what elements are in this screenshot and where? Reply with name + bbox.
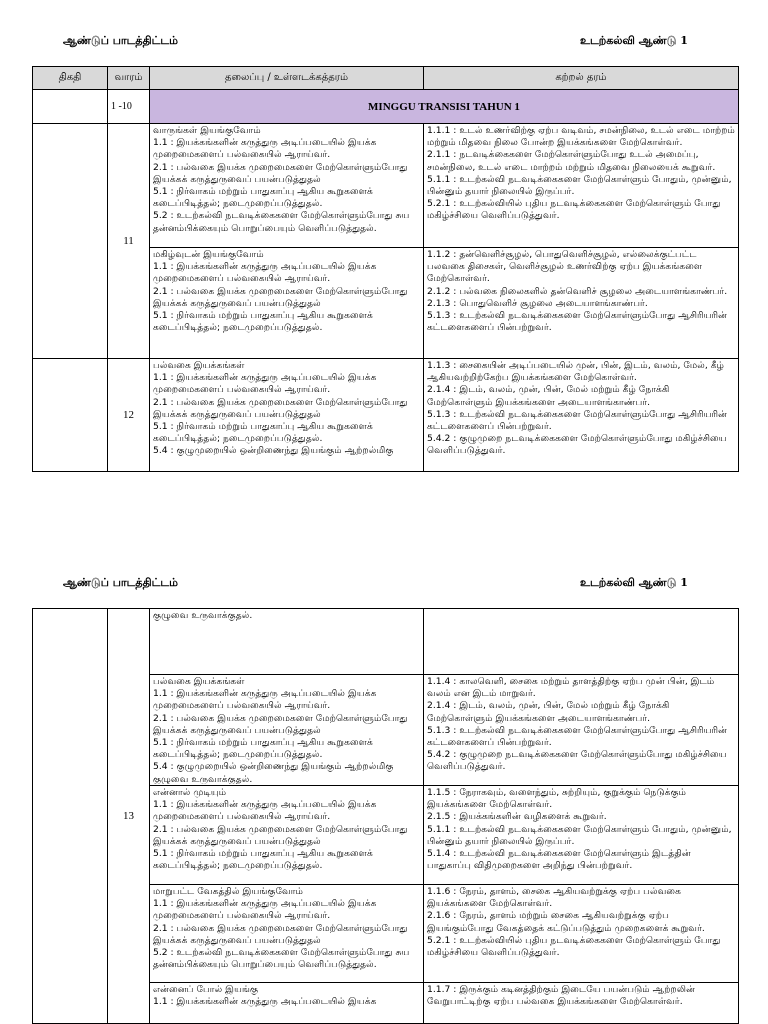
date-cell <box>33 359 108 472</box>
table-row <box>33 359 739 472</box>
plan-title: ஆண்டுப் பாடத்திட்டம் <box>63 576 178 589</box>
topic-cell: என்னால் முடியும் 1.1 : இயக்கங்களின் கருத்துரு அடிப்படையில் இயக்க முறைமைகளைப் பல்வகையில் ஆராய்வர். 2.1 : பல்வகை இயக்க முறைமைகளை மேற்கொள்ளும்போது இயக்கக் கருத்துருவைப் பயன்படுத்துதல் 5.1 : நிர்வாகம் மற்றும் பாதுகாப்பு ஆகிய கூறுகளைக் கடைப்பிடித்தல்; நடைமுறைப்படுத்துதல். <box>150 786 424 885</box>
col-topic: தலைப்பு / உள்ளடக்கத்தரம் <box>150 67 424 90</box>
standard-cell: 1.1.6 : நேரம், தாளம், சைகை ஆகியவற்றுக்கு ஏற்ப பல்வகை இயக்கங்களை மேற்கொள்வர். 2.1.6 : நேரம், தாளம் மற்றும் சைகை ஆகியவற்றுக்கு ஏற்ப இயங்கும்போது வேகத்தைக் கட்டுப்படுத்தும் முறைகளைக் கூறுவர். 5.2.1 : உடற்கல்வியில் புதிய நடவடிக்கைகளை மேற்கொள்ளும் போது மகிழ்ச்சியை வெளிப்படுத்துவர். <box>424 885 739 983</box>
date-cell <box>33 609 108 1024</box>
topic-cell: என்னைப் போல் இயங்கு 1.1 : இயக்கங்களின் கருத்துரு அடிப்படையில் இயக்க <box>150 983 424 1024</box>
week-cell: 12 <box>108 359 150 472</box>
topic-cell: பல்வகை இயக்கங்கள் 1.1 : இயக்கங்களின் கருத்துரு அடிப்படையில் இயக்க முறைமைகளைப் பல்வகையில் ஆராய்வர். 2.1 : பல்வகை இயக்க முறைமைகளை மேற்கொள்ளும்போது இயக்கக் கருத்துருவைப் பயன்படுத்துதல் 5.1 : நிர்வாகம் மற்றும் பாதுகாப்பு ஆகிய கூறுகளைக் கடைப்பிடித்தல்; நடைமுறைப்படுத்துதல். 5.4 : குழுமுறையில் ஒன்றிணைந்து இயங்கும் ஆற்றல்மிகு <box>150 359 424 472</box>
standard-cell: 1.1.3 : சைகையின் அடிப்படையில் முன், பின், இடம், வலம், மேல், கீழ் ஆகியவற்றிற்கேற்ப இயக்கங்களை மேற்கொள்வர். 2.1.4 : இடம், வலம், முன், பின், மேல் மற்றும் கீழ் நோக்கி மேற்கொள்ளும் இயக்கங்களை அடையாளங்காண்பர். 5.1.3 : உடற்கல்வி நடவடிக்கைகளை மேற்கொள்ளும்போது ஆசிரியரின் கட்டளைகளைப் பின்பற்றுவர். 5.4.2 : குழுமுறை நடவடிக்கைகளை மேற்கொள்ளும்போது மகிழ்ச்சியை வெளிப்படுத்துவர். <box>424 359 739 472</box>
standard-cell: 1.1.7 : இருக்கும் கடினத்திற்கும் இடையே பயன்படும் ஆற்றலின் வேறுபாட்டிற்கு ஏற்ப பல்வகை இயக்கங்களை மேற்கொள்வர். <box>424 983 739 1024</box>
topic-cell: வாருங்கள் இயங்குவோம் 1.1 : இயக்கங்களின் கருத்துரு அடிப்படையில் இயக்க முறைமைகளைப் பல்வகையில் ஆராய்வர். 2.1 : பல்வகை இயக்க முறைமைகளை மேற்கொள்ளும்போது இயக்கக் கருத்துருவைப் பயன்படுத்துதல் 5.1 : நிர்வாகம் மற்றும் பாதுகாப்பு ஆகிய கூறுகளைக் கடைப்பிடித்தல்; நடைமுறைப்படுத்துதல். 5.2 : உடற்கல்வி நடவடிக்கைகளை மேற்கொள்ளும்போது சுய தன்னம்பிக்கையும் பொறுப்பையும் வெளிப்படுத்துதல். <box>150 124 424 248</box>
table-row <box>33 609 739 675</box>
transisi-banner: MINGGU TRANSISI TAHUN 1 <box>150 90 739 124</box>
plan-title: ஆண்டுப் பாடத்திட்டம் <box>63 34 178 47</box>
standard-cell: 1.1.1 : உடல் உணர்விற்கு ஏற்ப வடிவம், சமன்நிலை, உடல் எடை மாற்றம் மற்றும் மிதவை நிலை போன்ற இயக்கங்களை மேற்கொள்வர். 2.1.1 : நடவடிக்கைகளை மேற்கொள்ளும்போது உடல் அமைப்பு, சமன்நிலை, உடல் எடை மாற்றம் மற்றும் மிதவை நிலையைக் கூறுவர். 5.1.1 : உடற்கல்வி நடவடிக்கைகளை மேற்கொள்ளும் போதும், முன்னும், பின்னும் தயார் நிலையில் இருப்பர். 5.2.1 : உடற்கல்வியில் புதிய நடவடிக்கைகளை மேற்கொள்ளும் போது மகிழ்ச்சியை வெளிப்படுத்துவர். <box>424 124 739 248</box>
table-header-row <box>33 67 739 90</box>
week-cell: 1 -10 <box>108 90 150 124</box>
standard-cell: 1.1.5 : நேராகவும், வளைந்தும், சுற்றியும், குறுக்கும் நெடுக்கும் இயக்கங்களை மேற்கொள்வர். 2.1.5 : இயக்கங்களின் வழிகளைக் கூறுவர். 5.1.1 : உடற்கல்வி நடவடிக்கைகளை மேற்கொள்ளும் போதும், முன்னும், பின்னும் தயார் நிலையில் இருப்பர். 5.1.4 : உடற்கல்வி நடவடிக்கைகளை மேற்கொள்ளும் இடத்தின் பாதுகாப்பு விதிமுறைகளை அறிந்து பின்பற்றுவர். <box>424 786 739 885</box>
topic-cell: மகிழ்வுடன் இயங்குவோம் 1.1 : இயக்கங்களின் கருத்துரு அடிப்படையில் இயக்க முறைமைகளைப் பல்வகையில் ஆராய்வர். 2.1 : பல்வகை இயக்க முறைமைகளை மேற்கொள்ளும்போது இயக்கக் கருத்துருவைப் பயன்படுத்துதல் 5.1 : நிர்வாகம் மற்றும் பாதுகாப்பு ஆகிய கூறுகளைக் கடைப்பிடித்தல்; நடைமுறைப்படுத்துதல். <box>150 248 424 359</box>
plan-table-page1 <box>32 66 739 472</box>
standard-cell: 1.1.4 : காலவெளி, சைகை மற்றும் தாளத்திற்கு ஏற்ப முன் பின், இடம் வலம் என இடம் மாறுவர். 2.1.4 : இடம், வலம், முன், பின், மேல் மற்றும் கீழ் நோக்கி மேற்கொள்ளும் இயக்கங்களை அடையாளங்காண்பர். 5.1.3 : உடற்கல்வி நடவடிக்கைகளை மேற்கொள்ளும்போது ஆசிரியரின் கட்டளைகளைப் பின்பற்றுவர். 5.4.2 : குழுமுறை நடவடிக்கைகளை மேற்கொள்ளும்போது மகிழ்ச்சியை வெளிப்படுத்துவர். <box>424 675 739 786</box>
col-date: திகதி <box>33 67 108 90</box>
table-row <box>33 90 739 124</box>
plan-table-page2 <box>32 608 739 1024</box>
topic-cell: குழுவை உருவாக்குதல். <box>150 609 424 675</box>
week-cell: 11 <box>108 124 150 359</box>
standard-cell <box>424 609 739 675</box>
topic-cell: பல்வகை இயக்கங்கள் 1.1 : இயக்கங்களின் கருத்துரு அடிப்படையில் இயக்க முறைமைகளைப் பல்வகையில் ஆராய்வர். 2.1 : பல்வகை இயக்க முறைமைகளை மேற்கொள்ளும்போது இயக்கக் கருத்துருவைப் பயன்படுத்துதல் 5.1 : நிர்வாகம் மற்றும் பாதுகாப்பு ஆகிய கூறுகளைக் கடைப்பிடித்தல்; நடைமுறைப்படுத்துதல். 5.4 : குழுமுறையில் ஒன்றிணைந்து இயங்கும் ஆற்றல்மிகு குழுவை உருவாக்குதல். <box>150 675 424 786</box>
table-row <box>33 124 739 248</box>
subject-title: உடற்கல்வி ஆண்டு 1 <box>580 576 688 589</box>
col-standard: கற்றல் தரம் <box>424 67 739 90</box>
col-week: வாரம் <box>108 67 150 90</box>
subject-title: உடற்கல்வி ஆண்டு 1 <box>580 34 688 47</box>
date-cell <box>33 90 108 124</box>
week-cell: 13 <box>108 609 150 1024</box>
date-cell <box>33 124 108 359</box>
topic-cell: மாறுபட்ட வேகத்தில் இயங்குவோம் 1.1 : இயக்கங்களின் கருத்துரு அடிப்படையில் இயக்க முறைமைகளைப் பல்வகையில் ஆராய்வர். 2.1 : பல்வகை இயக்க முறைமைகளை மேற்கொள்ளும்போது இயக்கக் கருத்துருவைப் பயன்படுத்துதல் 5.2 : உடற்கல்வி நடவடிக்கைகளை மேற்கொள்ளும்போது சுய தன்னம்பிக்கையும் பொறுப்பையும் வெளிப்படுத்துதல். <box>150 885 424 983</box>
standard-cell: 1.1.2 : தன்வெளிச்சூழல், பொதுவெளிச்சூழல், எல்லைக்குட்பட்ட பலவகை திசைகள், வெளிச்சூழல் உணர்விற்கு ஏற்ப இயக்கங்களை மேற்கொள்வர். 2.1.2 : பல்வகை நிலைகளில் தன்வெளிச் சூழலை அடையாளங்காண்பர். 2.1.3 : பொதுவெளிச் சூழலை அடையாளங்காண்பர். 5.1.3 : உடற்கல்வி நடவடிக்கைகளை மேற்கொள்ளும்போது ஆசிரியரின் கட்டளைகளைப் பின்பற்றுவர். <box>424 248 739 359</box>
page2-header <box>0 576 768 596</box>
page1-header <box>0 34 768 54</box>
